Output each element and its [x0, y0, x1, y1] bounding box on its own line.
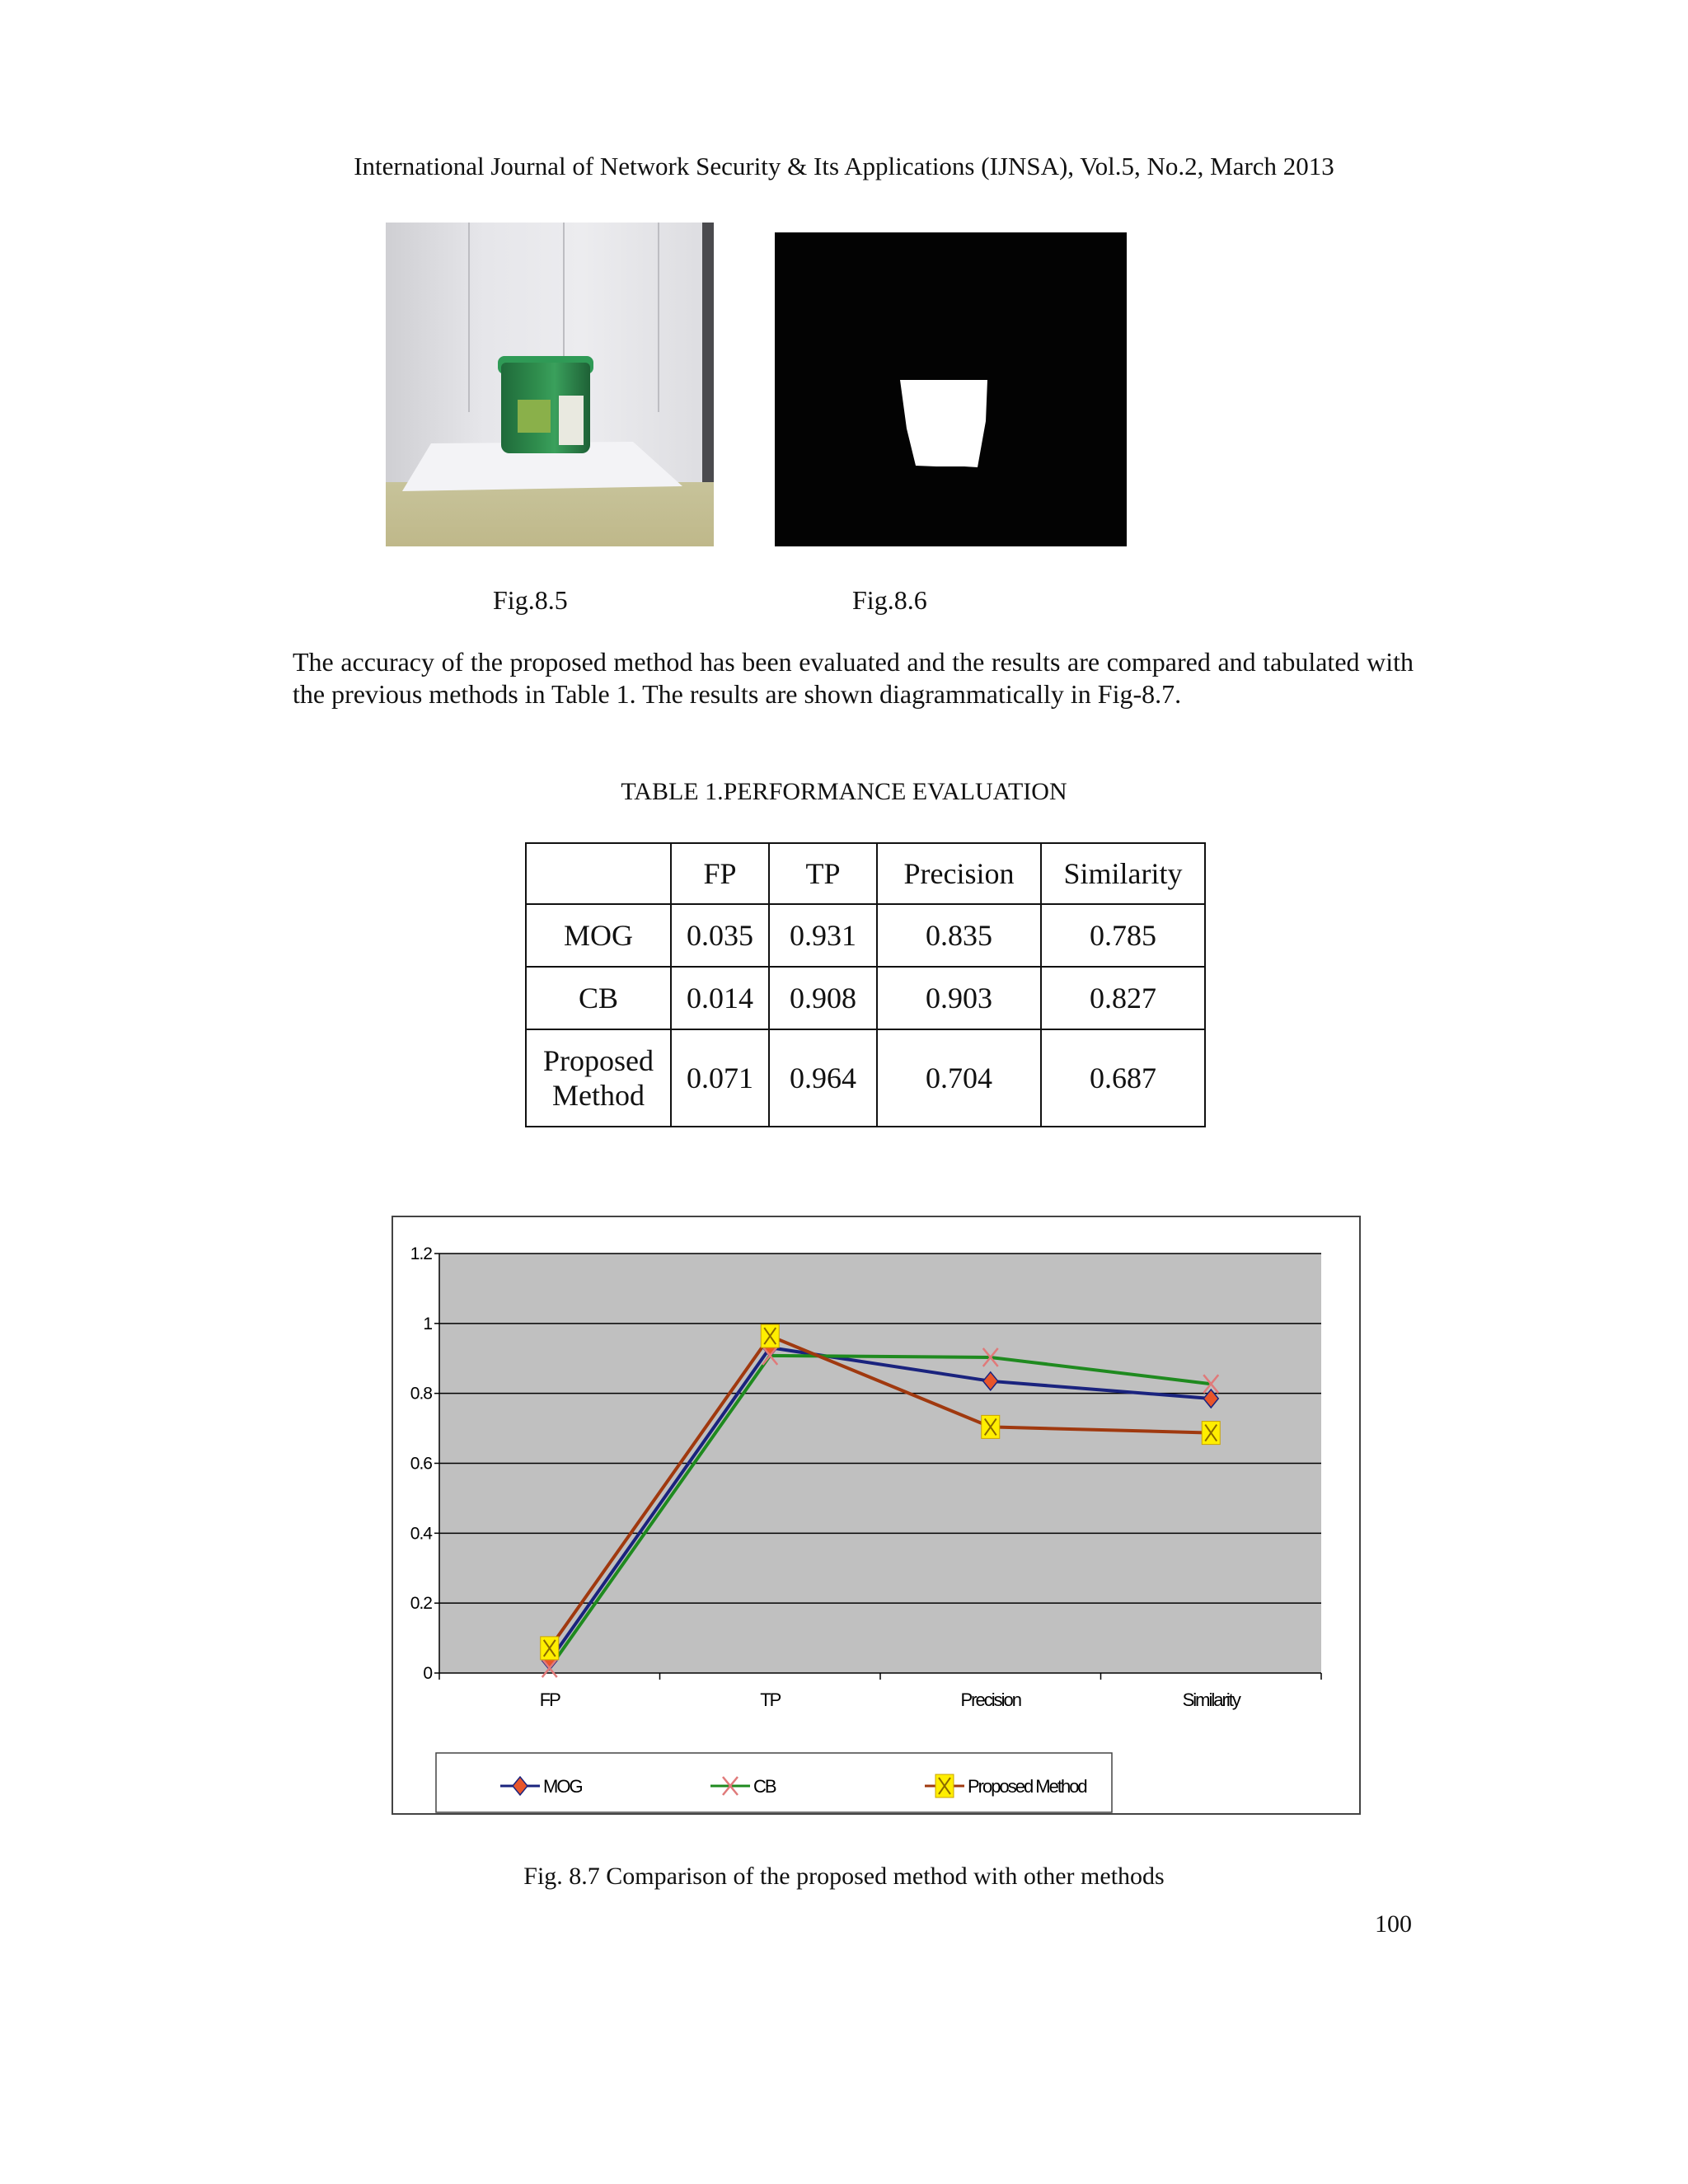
- table-row: [526, 1029, 1205, 1127]
- table-cell: 0.687: [1041, 1029, 1205, 1127]
- y-tick-label: 0.6: [410, 1454, 432, 1474]
- running-header: International Journal of Network Security & Its Applications (IJNSA), Vol.5, No.2, March 2013: [354, 152, 1334, 180]
- table-header-cell: Precision: [877, 843, 1041, 904]
- fig85-caption: Fig.8.5: [493, 585, 568, 615]
- body-paragraph: The accuracy of the proposed method has been evaluated and the results are compared and tabulated with the previous methods in Table 1. The results are shown diagrammatically in Fig-8.7.: [293, 647, 1414, 709]
- table-cell: 0.908: [769, 967, 877, 1029]
- line-chart: [392, 1216, 1361, 1815]
- y-tick-label: 1.2: [410, 1244, 432, 1263]
- table-header-cell: [526, 843, 671, 904]
- legend-label: Proposed Method: [968, 1776, 1086, 1797]
- table-header-row: [526, 843, 1205, 904]
- table-cell: 0.035: [671, 904, 769, 967]
- y-tick-label: 0: [423, 1664, 432, 1683]
- figure-photo-cup: [386, 223, 714, 546]
- performance-table: [525, 842, 1206, 1127]
- table-title: TABLE 1.PERFORMANCE EVALUATION: [621, 778, 1067, 805]
- table-cell: 0.785: [1041, 904, 1205, 967]
- table-cell: 0.903: [877, 967, 1041, 1029]
- table-cell: 0.014: [671, 967, 769, 1029]
- x-tick-label: Similarity: [1182, 1690, 1240, 1710]
- x-tick-label: TP: [760, 1690, 781, 1710]
- page-number: 100: [1375, 1910, 1412, 1938]
- fig87-caption: Fig. 8.7 Comparison of the proposed method with other methods: [523, 1863, 1165, 1890]
- table-row: [526, 904, 1205, 967]
- table-cell: 0.704: [877, 1029, 1041, 1127]
- legend-label: CB: [753, 1776, 776, 1797]
- table-header-cell: FP: [671, 843, 769, 904]
- table-cell: 0.835: [877, 904, 1041, 967]
- table-cell: 0.964: [769, 1029, 877, 1127]
- x-tick-label: Precision: [960, 1690, 1020, 1710]
- y-tick-label: 0.2: [410, 1594, 432, 1614]
- table-header-cell: Similarity: [1041, 843, 1205, 904]
- y-tick-label: 1: [423, 1314, 432, 1333]
- table-cell: 0.071: [671, 1029, 769, 1127]
- chart-svg: [393, 1217, 1359, 1813]
- row-label: CB: [526, 967, 671, 1029]
- row-label: MOG: [526, 904, 671, 967]
- row-label: Proposed Method: [526, 1029, 671, 1127]
- legend-label: MOG: [543, 1776, 582, 1797]
- y-tick-label: 0.4: [410, 1524, 432, 1544]
- fig86-caption: Fig.8.6: [852, 585, 927, 615]
- table-row: [526, 967, 1205, 1029]
- y-tick-label: 0.8: [410, 1384, 432, 1404]
- figure-foreground-mask: [775, 232, 1127, 546]
- x-tick-label: FP: [539, 1690, 560, 1710]
- table-cell: 0.931: [769, 904, 877, 967]
- table-cell: 0.827: [1041, 967, 1205, 1029]
- table-header-cell: TP: [769, 843, 877, 904]
